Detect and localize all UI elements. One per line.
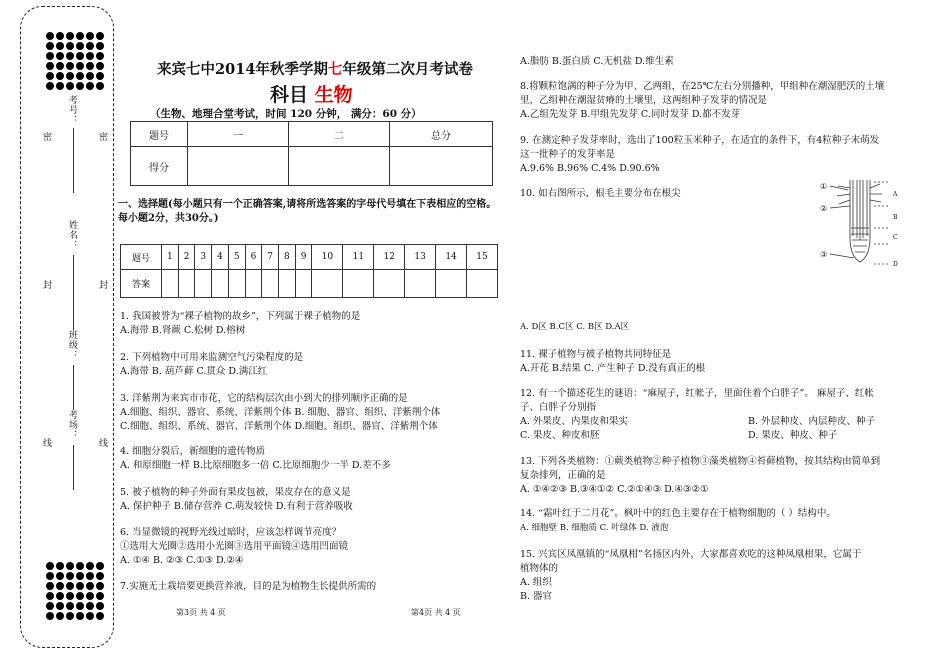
q1-stem: 1. 我国被誉为“裸子植物的故乡”，下列属于裸子植物的是 bbox=[120, 311, 361, 322]
page-footer-left: 第3页 共 4 页 bbox=[176, 608, 226, 617]
q12-option-c: C. 果皮、种皮和胚 bbox=[520, 430, 600, 441]
seal-mark-feng-right: 封 bbox=[97, 280, 107, 290]
q12-options-row2 bbox=[520, 429, 875, 443]
answer-number-11: 11 bbox=[343, 245, 374, 270]
answer-number-1: 1 bbox=[162, 245, 179, 270]
answer-cell-11[interactable] bbox=[343, 270, 374, 298]
class-label: 班级： bbox=[67, 330, 77, 360]
page-footer-right: 第4页 共 4 页 bbox=[411, 608, 461, 617]
q12-stem-1: 12. 有一个描述花生的谜语：“麻屋子，红帐子，里面住着个白胖子”。 麻屋子、红帐 bbox=[520, 388, 874, 399]
q6 bbox=[120, 526, 348, 568]
q2-stem: 2. 下列植物中可用来监测空气污染程度的是 bbox=[120, 352, 304, 363]
q6-stem: 6. 当显微镜的视野光线过暗时，应该怎样调节亮度？ bbox=[120, 527, 342, 538]
q12-option-d: D. 果皮、种皮、种子 bbox=[748, 430, 838, 441]
answer-number-8: 8 bbox=[279, 245, 296, 270]
q7 bbox=[120, 580, 376, 594]
q1 bbox=[120, 310, 360, 338]
answer-number-9: 9 bbox=[295, 245, 312, 270]
answer-number-5: 5 bbox=[228, 245, 245, 270]
q7-options: A.脂肪 B.蛋白质 C.无机盐 D.维生素 bbox=[520, 56, 674, 67]
root-tip-figure bbox=[820, 178, 905, 270]
q3-options-2: C.细胞、组织、系统、器官、洋紫荆个体 D.细胞、组织、器官、洋紫荆个体 bbox=[120, 421, 438, 432]
name-line bbox=[73, 255, 74, 330]
room-line bbox=[73, 445, 74, 490]
q12-options-row1 bbox=[520, 415, 875, 429]
score-header-label: 题号 bbox=[131, 122, 188, 147]
q6-options-2: A. ①④ B. ②③ C.①③ D.②④ bbox=[120, 555, 244, 566]
answer-number-4: 4 bbox=[212, 245, 229, 270]
q5-stem: 5. 被子植物的种子外面有果皮包被，果皮存在的意义是 bbox=[120, 487, 351, 498]
answer-cell-12[interactable] bbox=[374, 270, 405, 298]
score-row-label: 得分 bbox=[131, 147, 188, 186]
class-line bbox=[73, 365, 74, 410]
q15-stem-2: 植物体的 bbox=[520, 563, 559, 574]
score-header-1: 一 bbox=[188, 122, 289, 147]
seal-mark-mi-left: 密 bbox=[41, 132, 51, 142]
exam-note: （生物、地理合堂考试，时间 120 分钟， 满分：60 分） bbox=[150, 108, 422, 120]
q1-options: A.海带 B.肾蕨 C.松树 D.榕树 bbox=[120, 325, 246, 336]
q14-stem: 14. “霜叶红于二月花”。枫叶中的红色主要存在于植物细胞的（ ）结构中。 bbox=[520, 508, 836, 519]
answer-number-10: 10 bbox=[312, 245, 343, 270]
q5 bbox=[120, 486, 353, 514]
q12-option-b: B. 外层种皮、内层种皮、种子 bbox=[748, 416, 876, 427]
score-cell-2[interactable] bbox=[289, 147, 390, 186]
q4 bbox=[120, 445, 391, 473]
seal-mark-xian-right: 线 bbox=[97, 438, 107, 448]
q4-options: A. 和原细胞一样 B.比原细胞多一倍 C.比原细胞少一半 D.差不多 bbox=[120, 460, 391, 471]
answer-number-14: 14 bbox=[436, 245, 467, 270]
figure-zone-a: A bbox=[893, 191, 898, 198]
q10-options: A. D区 B.C区 C. B区 D.A区 bbox=[520, 322, 630, 332]
q8-stem-2: 里，乙组种在潮湿贫瘠的土壤里，这两组种子发芽的情况是 bbox=[520, 95, 768, 106]
q2-options: A.海带 B. 葫芦藓 C.贯众 D.满江红 bbox=[120, 366, 268, 377]
figure-marker-1: ① bbox=[820, 182, 828, 191]
answer-number-7: 7 bbox=[262, 245, 279, 270]
q9 bbox=[520, 134, 879, 176]
score-header-total: 总分 bbox=[390, 122, 493, 147]
answer-cell-10[interactable] bbox=[312, 270, 343, 298]
answer-cell-5[interactable] bbox=[228, 270, 245, 298]
answer-cell-13[interactable] bbox=[405, 270, 436, 298]
answer-table bbox=[120, 244, 498, 298]
q15-option-b: B. 器官 bbox=[520, 591, 553, 602]
figure-zone-d: D bbox=[893, 261, 898, 268]
q2 bbox=[120, 351, 303, 379]
answer-number-15: 15 bbox=[467, 245, 498, 270]
q14 bbox=[520, 507, 836, 535]
section-heading: 一、选择题(每小题只有一个正确答案,请将所选答案的字母代号填在下表相应的空格。每小题2分，共30分。) bbox=[118, 199, 497, 224]
q12 bbox=[520, 387, 875, 443]
score-cell-total[interactable] bbox=[390, 147, 493, 186]
seal-mark-xian-left: 线 bbox=[41, 438, 51, 448]
figure-marker-2: ② bbox=[820, 204, 828, 213]
answer-number-label: 题号 bbox=[121, 245, 162, 270]
q13 bbox=[520, 455, 880, 497]
answer-number-2: 2 bbox=[178, 245, 195, 270]
q14-options: A. 细胞壁 B. 细胞质 C. 叶绿体 D. 液泡 bbox=[520, 523, 669, 533]
answer-number-3: 3 bbox=[195, 245, 212, 270]
figure-marker-3: ③ bbox=[820, 250, 828, 259]
name-label: 姓名： bbox=[67, 220, 77, 250]
q12-option-a: A. 外果皮、内果皮和果实 bbox=[520, 416, 628, 427]
q11 bbox=[520, 348, 705, 376]
q13-stem-2: 复杂排列，正确的是 bbox=[520, 470, 606, 481]
q12-stem-2: 子、白胖子分别指 bbox=[520, 402, 597, 413]
seal-mark-feng-left: 封 bbox=[41, 280, 51, 290]
q3-stem: 3. 洋紫荆为来宾市市花，它的结构层次由小到大的排列顺序正确的是 bbox=[120, 393, 408, 404]
exam-number-label: 考号： bbox=[67, 95, 77, 125]
answer-cell-4[interactable] bbox=[212, 270, 229, 298]
seal-mark-mi-right: 密 bbox=[97, 132, 107, 142]
q3 bbox=[120, 392, 440, 434]
answer-cell-6[interactable] bbox=[245, 270, 262, 298]
score-header-2: 二 bbox=[289, 122, 390, 147]
answer-cell-1[interactable] bbox=[162, 270, 179, 298]
q13-stem-1: 13. 下列各类植物：①蕨类植物②种子植物③藻类植物④苔藓植物，按其结构由简单到 bbox=[520, 456, 881, 467]
answer-cell-15[interactable] bbox=[467, 270, 498, 298]
answer-cell-9[interactable] bbox=[295, 270, 312, 298]
answer-cell-14[interactable] bbox=[436, 270, 467, 298]
score-table bbox=[130, 121, 493, 186]
q11-stem: 11. 裸子植物与被子植物共同特征是 bbox=[520, 349, 672, 360]
exam-title: 来宾七中2014年秋季学期七年级第二次月考试卷 bbox=[157, 61, 473, 78]
answer-number-6: 6 bbox=[245, 245, 262, 270]
q9-stem-1: 9. 在测定种子发芽率时，选出了100粒玉米种子，在适宜的条件下，有4粒种子未萌发 bbox=[520, 135, 880, 146]
q5-options: A. 保护种子 B.储存营养 C.萌发较快 D.有利于营养吸收 bbox=[120, 501, 353, 512]
q10-stem: 10. 如右图所示，根毛主要分布在根尖 bbox=[520, 188, 681, 199]
exam-number-line bbox=[73, 128, 74, 193]
q9-stem-2: 这一批种子的发芽率是 bbox=[520, 149, 616, 160]
q15-option-a: A. 组织 bbox=[520, 577, 552, 588]
answer-cell-7[interactable] bbox=[262, 270, 279, 298]
answer-number-12: 12 bbox=[374, 245, 405, 270]
figure-zone-c: C bbox=[893, 234, 898, 241]
q3-options-1: A.细胞、组织、器官、系统、洋紫荆个体 B. 细胞、器官、组织、洋紫荆个体 bbox=[120, 407, 441, 418]
q15-stem-1: 15. 兴宾区凤凰镇的“凤凰柑”名扬区内外，大家都喜欢吃的这种凤凰柑果，它属于 bbox=[520, 549, 862, 560]
answer-cell-8[interactable] bbox=[279, 270, 296, 298]
q6-options-1: ①选用大光圈②选用小光圈③选用平面镜④选用凹面镜 bbox=[120, 541, 349, 552]
q11-options: A.开花 B.结果 C. 产生种子 D.没有真正的根 bbox=[520, 363, 706, 374]
answer-cell-3[interactable] bbox=[195, 270, 212, 298]
answer-number-13: 13 bbox=[405, 245, 436, 270]
q13-options: A. ①④②③ B.③④①② C.②①④③ D.④③②① bbox=[520, 484, 709, 495]
answer-cell-2[interactable] bbox=[178, 270, 195, 298]
q4-stem: 4. 细胞分裂后，新细胞的遗传物质 bbox=[120, 446, 266, 457]
answer-row-label: 答案 bbox=[121, 270, 162, 298]
q8 bbox=[520, 80, 884, 122]
figure-zone-b: B bbox=[893, 214, 898, 221]
q9-options: A.9.6% B.96% C.4% D.90.6% bbox=[520, 163, 660, 174]
q8-options: A.乙组先发芽 B.甲组先发芽 C.同时发芽 D.都不发芽 bbox=[520, 109, 741, 120]
score-cell-1[interactable] bbox=[188, 147, 289, 186]
root-tip-drawing bbox=[830, 180, 890, 264]
subject-title: 科目 生物 bbox=[270, 84, 353, 106]
q15 bbox=[520, 548, 861, 604]
q8-stem-1: 8.将颗粒饱满的种子分为甲、乙两组，在25℃左右分别播种，甲组种在潮湿肥沃的土壤 bbox=[520, 81, 885, 92]
room-label: 考场： bbox=[67, 410, 77, 440]
q7-stem: 7.实施无土栽培要更换营养液，目的是为植物生长提供所需的 bbox=[120, 581, 377, 592]
